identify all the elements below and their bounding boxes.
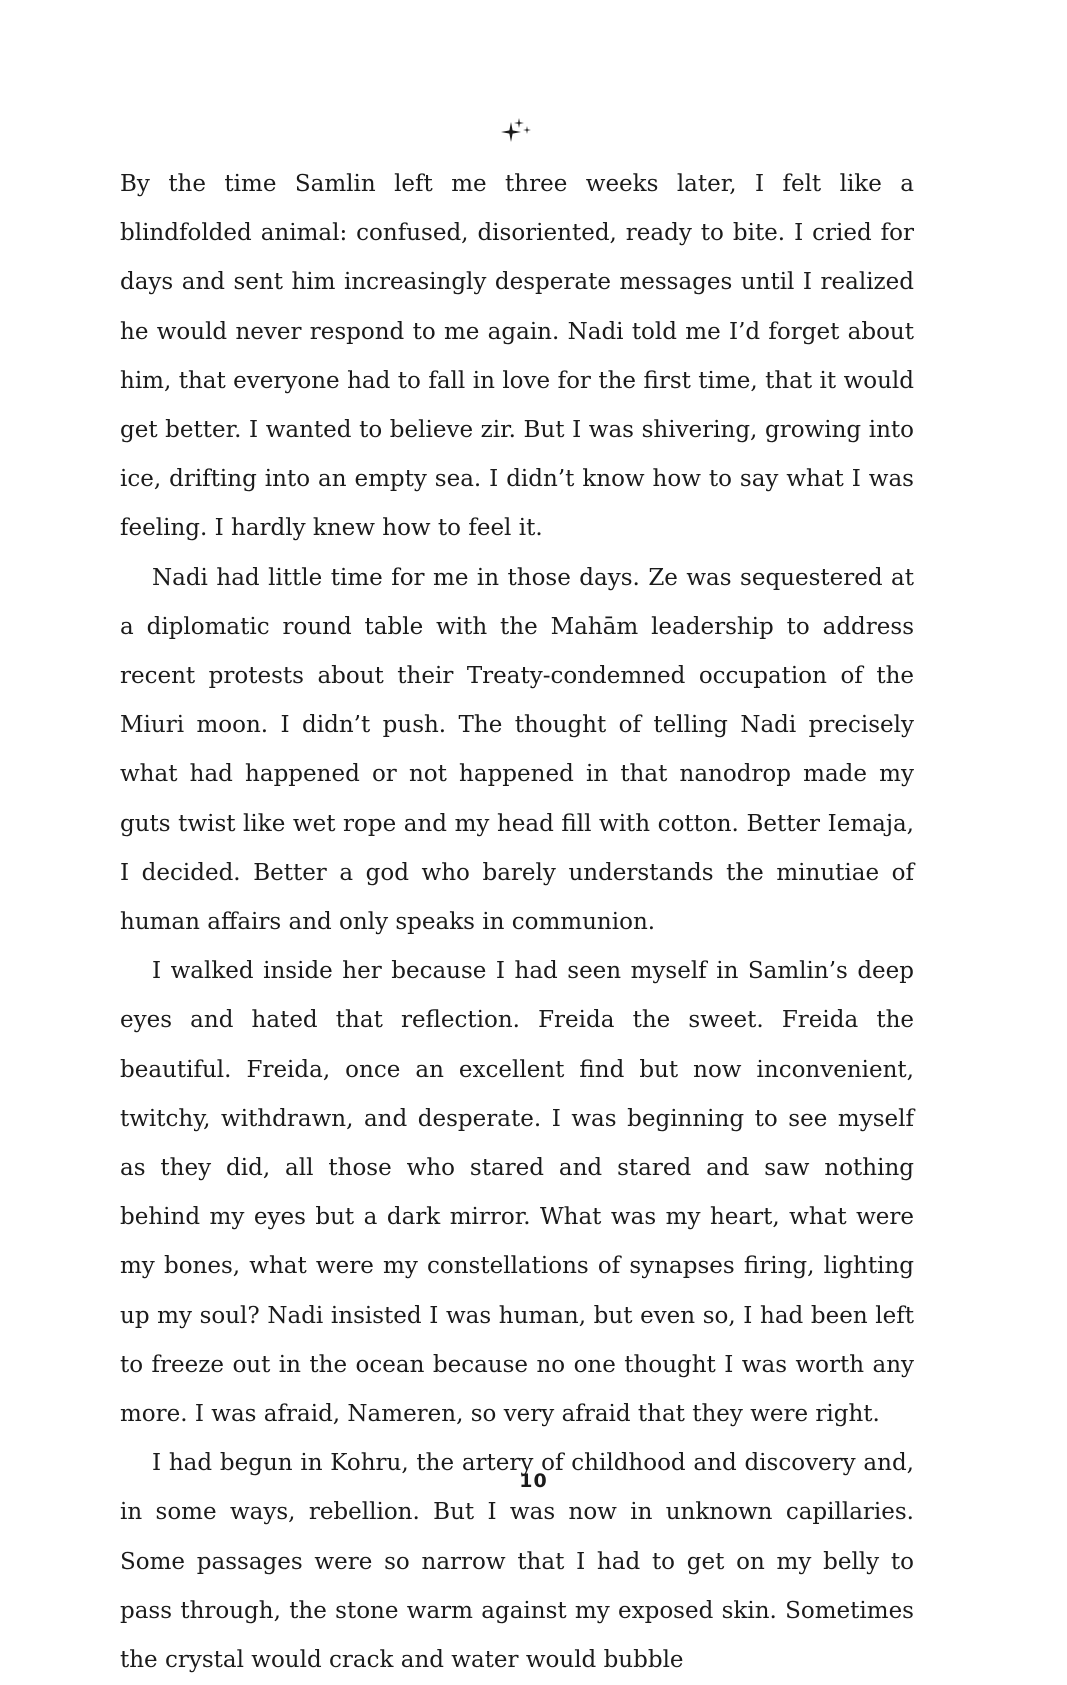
sparkle-stars-icon — [497, 116, 533, 148]
paragraph-1: By the time Samlin left me three weeks later, I felt like a blindfolded animal: confused, disoriented, ready to bite. I cried for days and sent him increasingly desperate messages until I realized he would never respond to me again. Nadi told me I’d forget about him, that everyone had to fall in love for the first time, that it would get better. I wanted to believe zir. But I was shivering, growing into ice, drifting into an empty sea. I didn’t know how to say what I was feeling. I hardly knew how to feel it. — [120, 171, 914, 542]
paragraph-4: I had begun in Kohru, the artery of childhood and discovery and, in some ways, rebellion. But I was now in unknown capillaries. Some passages were so narrow that I had to get on my belly to pass through, the stone warm against my exposed skin. Sometimes the crystal would crack and water would bubble — [120, 1450, 914, 1674]
body-text — [120, 160, 914, 1685]
paragraph-3: I walked inside her because I had seen myself in Samlin’s deep eyes and hated that reflection. Freida the sweet. Freida the beautiful. Freida, once an excellent find but now inconvenient, twitchy, withdrawn, and desperate. I was beginning to see myself as they did, all those who stared and stared and saw nothing behind my eyes but a dark mirror. What was my heart, what were my bones, what were my constellations of synapses firing, lighting up my soul? Nadi insisted I was human, but even so, I had been left to freeze out in the ocean because no one thought I was worth any more. I was afraid, Nameren, so very afraid that they were right. — [120, 958, 914, 1428]
page-number: 10 — [519, 1470, 548, 1492]
paragraph-2: Nadi had little time for me in those days. Ze was sequestered at a diplomatic round table with the Mahām leadership to address recent protests about their Treaty-condemned occupation of the Miuri moon. I didn’t push. The thought of telling Nadi precisely what had happened or not happened in that nanodrop made my guts twist like wet rope and my head fill with cotton. Better Iemaja, I decided. Better a god who barely understands the minutiae of human affairs and only speaks in communion. — [120, 564, 914, 936]
